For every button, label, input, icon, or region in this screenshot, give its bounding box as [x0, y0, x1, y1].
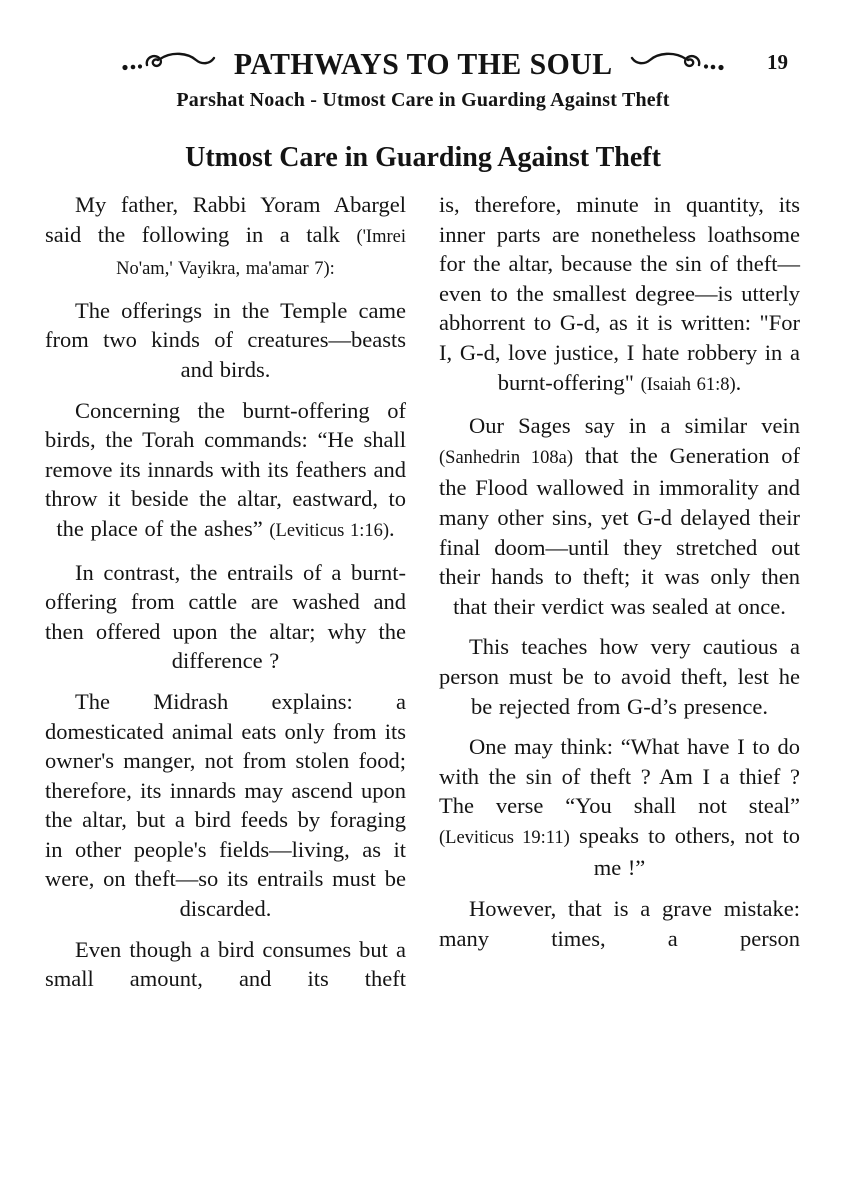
book-title: PATHWAYS TO THE SOUL [233, 46, 613, 81]
citation: (Leviticus 19:11) [439, 827, 570, 848]
text-run: Concerning the burnt-offering of birds, the Torah commands: “He shall remove its innards with its feathers and throw it beside the altar, eastward, to the place of the ashes” [45, 397, 406, 541]
paragraph [45, 296, 406, 385]
text-run: . [735, 369, 742, 395]
citation: (Isaiah 61:8) [640, 374, 736, 395]
citation: (Sanhedrin 108a) [439, 447, 574, 468]
paragraph [45, 190, 406, 285]
paragraph [45, 558, 406, 676]
paragraph [439, 732, 800, 883]
right-column [439, 190, 800, 1005]
text-run: This teaches how very cautious a person must be to avoid theft, lest he be rejected from G-d’s presence. [439, 634, 800, 719]
text-columns [0, 174, 846, 1005]
text-run: Our Sages say in a similar vein [469, 413, 800, 439]
left-column [45, 190, 406, 1005]
text-run: The offerings in the Temple came from two kinds of creatures—beasts and birds. [45, 297, 406, 382]
text-run: However, that is a grave mistake: many times, a person [439, 896, 800, 951]
paragraph [439, 190, 800, 400]
text-run: In contrast, the entrails of a burnt-offering from cattle are washed and then offered upon the altar; why the difference ? [45, 559, 406, 674]
paragraph [45, 935, 406, 994]
text-run: One may think: “What have I to do with the sin of theft ? Am I a thief ? The verse “You shall not steal” [439, 734, 800, 819]
scroll-flourish-right-icon [630, 51, 726, 77]
section-title: Utmost Care in Guarding Against Theft [185, 142, 661, 173]
citation: ('Imrei No'am,' Vayikra, ma'amar 7): [116, 226, 406, 280]
text-run: . [389, 515, 395, 541]
text-run: that the Generation of the Flood wallowed in immorality and many other sins, yet G-d delayed their final doom—until they stretched out their hands to theft; it was only then that their verdict was sealed at once. [439, 442, 800, 619]
citation: (Leviticus 1:16) [269, 520, 390, 541]
chapter-subtitle: Parshat Noach - Utmost Care in Guarding Against Theft [176, 89, 670, 111]
text-run: The Midrash explains: a domesticated animal eats only from its owner's manger, not from stolen food; therefore, its innards may ascend upon the altar, but a bird feeds by foraging in other people's fields—living, as it were, on theft—so its entrails must be discarded. [45, 688, 406, 922]
paragraph [439, 411, 800, 621]
paragraph [439, 894, 800, 953]
text-run: Even though a bird consumes but a small amount, and its theft [45, 936, 406, 992]
paragraph [45, 396, 406, 547]
text-run: is, therefore, minute in quantity, its inner parts are nonetheless loathsome for the altar, because the sin of theft—even to the smallest degree—is utterly abhorrent to G-d, as it is written: "For I, G-d, love justice, I hate robbery in a burnt-offering" [439, 192, 800, 395]
paragraph [45, 687, 406, 924]
scroll-flourish-left-icon [120, 51, 216, 77]
paragraph [439, 632, 800, 721]
text-run: My father, Rabbi Yoram Abargel said the following in a talk [45, 192, 406, 247]
page-number: 19 [767, 50, 788, 74]
masthead [0, 46, 846, 82]
page-header [0, 46, 846, 112]
text-run: speaks to others, not to me !” [569, 822, 800, 881]
